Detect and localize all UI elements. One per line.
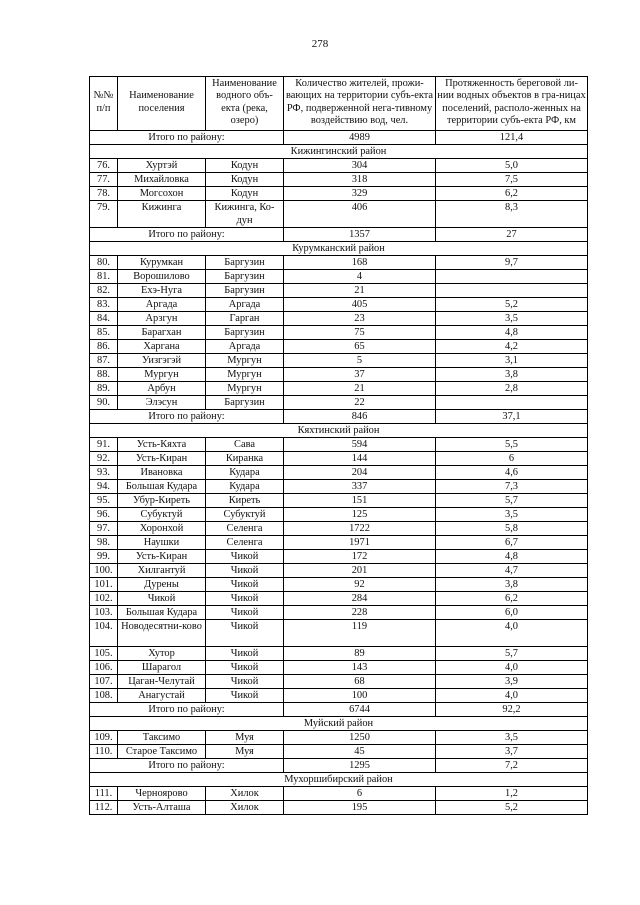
water-body-name: Киреть (206, 493, 284, 507)
population-value: 172 (284, 549, 436, 563)
row-number: 85. (90, 325, 118, 339)
water-body-name: Чикой (206, 577, 284, 591)
shoreline-length-value: 1,2 (436, 786, 588, 800)
row-number: 94. (90, 479, 118, 493)
total-shoreline-length: 92,2 (436, 702, 588, 716)
total-shoreline-length: 7,2 (436, 758, 588, 772)
population-value: 594 (284, 437, 436, 451)
table-row (90, 283, 588, 297)
settlement-name: Усть-Киран (118, 549, 206, 563)
table-row (90, 674, 588, 688)
row-number: 104. (90, 619, 118, 646)
settlement-name: Чикой (118, 591, 206, 605)
water-body-name: Хилок (206, 786, 284, 800)
population-value: 304 (284, 158, 436, 172)
settlement-name: Большая Кудара (118, 479, 206, 493)
shoreline-length-value: 8,3 (436, 200, 588, 227)
district-header-row (90, 241, 588, 255)
settlement-name: Элэсун (118, 395, 206, 409)
water-body-name: Субуктуй (206, 507, 284, 521)
total-label: Итого по району: (90, 409, 284, 423)
district-header-row (90, 423, 588, 437)
table-row (90, 786, 588, 800)
row-number: 90. (90, 395, 118, 409)
table-row (90, 577, 588, 591)
population-value: 21 (284, 283, 436, 297)
table-row (90, 200, 588, 227)
shoreline-length-value: 6 (436, 451, 588, 465)
shoreline-length-value: 3,8 (436, 577, 588, 591)
shoreline-length-value: 3,5 (436, 507, 588, 521)
water-body-name: Кодун (206, 172, 284, 186)
shoreline-length-value: 3,7 (436, 744, 588, 758)
table-row (90, 646, 588, 660)
table-row (90, 800, 588, 814)
population-value: 143 (284, 660, 436, 674)
shoreline-length-value: 4,8 (436, 549, 588, 563)
settlement-name: Ворошилово (118, 269, 206, 283)
shoreline-length-value: 5,2 (436, 297, 588, 311)
shoreline-length-value: 4,0 (436, 619, 588, 646)
settlement-name: Могсохон (118, 186, 206, 200)
population-value: 6 (284, 786, 436, 800)
row-number: 80. (90, 255, 118, 269)
total-shoreline-length: 37,1 (436, 409, 588, 423)
population-value: 201 (284, 563, 436, 577)
water-body-name: Баргузин (206, 325, 284, 339)
table-row (90, 451, 588, 465)
settlements-table (89, 76, 588, 815)
shoreline-length-value: 7,5 (436, 172, 588, 186)
district-name: Кяхтинский район (90, 423, 588, 437)
settlement-name: Харгана (118, 339, 206, 353)
row-number: 89. (90, 381, 118, 395)
table-row (90, 549, 588, 563)
settlement-name: Михайловка (118, 172, 206, 186)
water-body-name: Муя (206, 744, 284, 758)
total-population: 846 (284, 409, 436, 423)
population-value: 1250 (284, 730, 436, 744)
row-number: 78. (90, 186, 118, 200)
settlement-name: Новодесятни-ково (118, 619, 206, 646)
header-population: Количество жителей, прожи-вающих на территории субъ-екта РФ, подверженной нега-тивному воздействию вод, чел. (284, 77, 436, 131)
population-value: 318 (284, 172, 436, 186)
population-value: 21 (284, 381, 436, 395)
district-total-row (90, 758, 588, 772)
district-header-row (90, 144, 588, 158)
settlement-name: Черноярово (118, 786, 206, 800)
shoreline-length-value (436, 395, 588, 409)
settlement-name: Усть-Кяхта (118, 437, 206, 451)
district-total-row (90, 227, 588, 241)
shoreline-length-value: 9,7 (436, 255, 588, 269)
row-number: 99. (90, 549, 118, 563)
table-row (90, 367, 588, 381)
shoreline-length-value: 6,2 (436, 186, 588, 200)
water-body-name: Муя (206, 730, 284, 744)
row-number: 101. (90, 577, 118, 591)
water-body-name: Селенга (206, 535, 284, 549)
settlement-name: Старое Таксимо (118, 744, 206, 758)
water-body-name: Гарган (206, 311, 284, 325)
row-number: 107. (90, 674, 118, 688)
table-row (90, 493, 588, 507)
population-value: 22 (284, 395, 436, 409)
shoreline-length-value: 3,8 (436, 367, 588, 381)
row-number: 108. (90, 688, 118, 702)
water-body-name: Баргузин (206, 283, 284, 297)
district-total-row (90, 409, 588, 423)
row-number: 87. (90, 353, 118, 367)
settlement-name: Таксимо (118, 730, 206, 744)
settlement-name: Арзгун (118, 311, 206, 325)
table-row (90, 381, 588, 395)
table-row (90, 465, 588, 479)
table-row (90, 311, 588, 325)
shoreline-length-value: 5,5 (436, 437, 588, 451)
row-number: 102. (90, 591, 118, 605)
settlement-name: Большая Кудара (118, 605, 206, 619)
table-row (90, 591, 588, 605)
water-body-name: Мургун (206, 367, 284, 381)
population-value: 65 (284, 339, 436, 353)
shoreline-length-value: 5,7 (436, 493, 588, 507)
settlement-name: Наушки (118, 535, 206, 549)
table-row (90, 660, 588, 674)
water-body-name: Чикой (206, 688, 284, 702)
row-number: 83. (90, 297, 118, 311)
population-value: 45 (284, 744, 436, 758)
table-row (90, 479, 588, 493)
settlement-name: Субуктуй (118, 507, 206, 521)
row-number: 105. (90, 646, 118, 660)
header-settlement: Наименование поселения (118, 77, 206, 131)
shoreline-length-value: 4,6 (436, 465, 588, 479)
population-value: 405 (284, 297, 436, 311)
district-header-row (90, 772, 588, 786)
table-row (90, 269, 588, 283)
population-value: 119 (284, 619, 436, 646)
district-header-row (90, 716, 588, 730)
shoreline-length-value: 6,0 (436, 605, 588, 619)
total-label: Итого по району: (90, 130, 284, 144)
table-row (90, 395, 588, 409)
settlement-name: Мургун (118, 367, 206, 381)
shoreline-length-value: 3,9 (436, 674, 588, 688)
water-body-name: Чикой (206, 605, 284, 619)
district-total-row (90, 702, 588, 716)
water-body-name: Мургун (206, 353, 284, 367)
table-row (90, 158, 588, 172)
shoreline-length-value: 5,2 (436, 800, 588, 814)
table-row (90, 507, 588, 521)
water-body-name: Кодун (206, 186, 284, 200)
population-value: 151 (284, 493, 436, 507)
water-body-name: Кижинга, Ко-дун (206, 200, 284, 227)
water-body-name: Кудара (206, 479, 284, 493)
settlement-name: Усть-Киран (118, 451, 206, 465)
shoreline-length-value: 4,0 (436, 688, 588, 702)
row-number: 100. (90, 563, 118, 577)
population-value: 204 (284, 465, 436, 479)
water-body-name: Чикой (206, 563, 284, 577)
row-number: 79. (90, 200, 118, 227)
settlement-name: Убур-Киреть (118, 493, 206, 507)
shoreline-length-value: 5,7 (436, 646, 588, 660)
header-water-body: Наименование водного объ-екта (река, озеро) (206, 77, 284, 131)
population-value: 406 (284, 200, 436, 227)
water-body-name: Чикой (206, 646, 284, 660)
table-row (90, 563, 588, 577)
settlement-name: Ивановка (118, 465, 206, 479)
row-number: 109. (90, 730, 118, 744)
water-body-name: Аргада (206, 297, 284, 311)
table-row (90, 353, 588, 367)
row-number: 93. (90, 465, 118, 479)
shoreline-length-value: 4,2 (436, 339, 588, 353)
population-value: 168 (284, 255, 436, 269)
shoreline-length-value: 3,5 (436, 730, 588, 744)
settlement-name: Барагхан (118, 325, 206, 339)
water-body-name: Баргузин (206, 395, 284, 409)
row-number: 103. (90, 605, 118, 619)
table-row (90, 619, 588, 646)
total-shoreline-length: 121,4 (436, 130, 588, 144)
population-value: 337 (284, 479, 436, 493)
row-number: 84. (90, 311, 118, 325)
settlement-name: Аргада (118, 297, 206, 311)
settlement-name: Цаган-Челутай (118, 674, 206, 688)
water-body-name: Чикой (206, 674, 284, 688)
total-label: Итого по району: (90, 758, 284, 772)
population-value: 23 (284, 311, 436, 325)
population-value: 92 (284, 577, 436, 591)
settlement-name: Кижинга (118, 200, 206, 227)
total-shoreline-length: 27 (436, 227, 588, 241)
water-body-name: Чикой (206, 619, 284, 646)
table-row (90, 437, 588, 451)
settlement-name: Уизгэгэй (118, 353, 206, 367)
total-population: 1357 (284, 227, 436, 241)
water-body-name: Мургун (206, 381, 284, 395)
settlement-name: Хутор (118, 646, 206, 660)
row-number: 76. (90, 158, 118, 172)
row-number: 95. (90, 493, 118, 507)
population-value: 329 (284, 186, 436, 200)
shoreline-length-value: 6,2 (436, 591, 588, 605)
water-body-name: Баргузин (206, 269, 284, 283)
shoreline-length-value: 4,0 (436, 660, 588, 674)
row-number: 86. (90, 339, 118, 353)
row-number: 92. (90, 451, 118, 465)
row-number: 98. (90, 535, 118, 549)
settlement-name: Хуртэй (118, 158, 206, 172)
table-row (90, 339, 588, 353)
row-number: 82. (90, 283, 118, 297)
population-value: 195 (284, 800, 436, 814)
table-row (90, 172, 588, 186)
total-population: 1295 (284, 758, 436, 772)
table-row (90, 186, 588, 200)
total-label: Итого по району: (90, 227, 284, 241)
table-body (90, 130, 588, 814)
total-label: Итого по району: (90, 702, 284, 716)
table-row (90, 605, 588, 619)
water-body-name: Кодун (206, 158, 284, 172)
population-value: 125 (284, 507, 436, 521)
population-value: 4 (284, 269, 436, 283)
settlement-name: Курумкан (118, 255, 206, 269)
table-row (90, 297, 588, 311)
row-number: 96. (90, 507, 118, 521)
table-row (90, 688, 588, 702)
district-name: Курумканский район (90, 241, 588, 255)
population-value: 37 (284, 367, 436, 381)
population-value: 284 (284, 591, 436, 605)
shoreline-length-value: 3,1 (436, 353, 588, 367)
population-value: 144 (284, 451, 436, 465)
total-population: 4989 (284, 130, 436, 144)
shoreline-length-value: 7,3 (436, 479, 588, 493)
header-num: №№ п/п (90, 77, 118, 131)
water-body-name: Аргада (206, 339, 284, 353)
water-body-name: Чикой (206, 591, 284, 605)
water-body-name: Хилок (206, 800, 284, 814)
population-value: 228 (284, 605, 436, 619)
water-body-name: Баргузин (206, 255, 284, 269)
settlement-name: Анагустай (118, 688, 206, 702)
district-name: Кижингинский район (90, 144, 588, 158)
row-number: 88. (90, 367, 118, 381)
shoreline-length-value: 2,8 (436, 381, 588, 395)
district-name: Мухоршибирский район (90, 772, 588, 786)
shoreline-length-value: 5,8 (436, 521, 588, 535)
shoreline-length-value (436, 283, 588, 297)
table-row (90, 255, 588, 269)
population-value: 75 (284, 325, 436, 339)
row-number: 91. (90, 437, 118, 451)
shoreline-length-value: 4,7 (436, 563, 588, 577)
settlement-name: Дурены (118, 577, 206, 591)
population-value: 100 (284, 688, 436, 702)
water-body-name: Киранка (206, 451, 284, 465)
total-population: 6744 (284, 702, 436, 716)
table-header-row (90, 77, 588, 131)
settlement-name: Арбун (118, 381, 206, 395)
district-total-row (90, 130, 588, 144)
water-body-name: Чикой (206, 660, 284, 674)
settlement-name: Шарагол (118, 660, 206, 674)
row-number: 97. (90, 521, 118, 535)
page-number: 278 (311, 38, 329, 50)
table-row (90, 521, 588, 535)
shoreline-length-value: 3,5 (436, 311, 588, 325)
settlement-name: Ехэ-Нуга (118, 283, 206, 297)
water-body-name: Сава (206, 437, 284, 451)
water-body-name: Кудара (206, 465, 284, 479)
row-number: 112. (90, 800, 118, 814)
district-name: Муйский район (90, 716, 588, 730)
water-body-name: Чикой (206, 549, 284, 563)
water-body-name: Селенга (206, 521, 284, 535)
header-shoreline-length: Протяженность береговой ли-нии водных объектов в гра-ницах поселений, располо-женных на территории субъ-екта РФ, км (436, 77, 588, 131)
shoreline-length-value: 6,7 (436, 535, 588, 549)
population-value: 1971 (284, 535, 436, 549)
shoreline-length-value (436, 269, 588, 283)
population-value: 1722 (284, 521, 436, 535)
table-row (90, 744, 588, 758)
population-value: 89 (284, 646, 436, 660)
shoreline-length-value: 4,8 (436, 325, 588, 339)
row-number: 111. (90, 786, 118, 800)
settlement-name: Хилгантуй (118, 563, 206, 577)
shoreline-length-value: 5,0 (436, 158, 588, 172)
population-value: 68 (284, 674, 436, 688)
population-value: 5 (284, 353, 436, 367)
settlement-name: Усть-Алташа (118, 800, 206, 814)
row-number: 77. (90, 172, 118, 186)
row-number: 106. (90, 660, 118, 674)
table-row (90, 535, 588, 549)
settlement-name: Хоронхой (118, 521, 206, 535)
table-row (90, 325, 588, 339)
table-row (90, 730, 588, 744)
row-number: 110. (90, 744, 118, 758)
row-number: 81. (90, 269, 118, 283)
